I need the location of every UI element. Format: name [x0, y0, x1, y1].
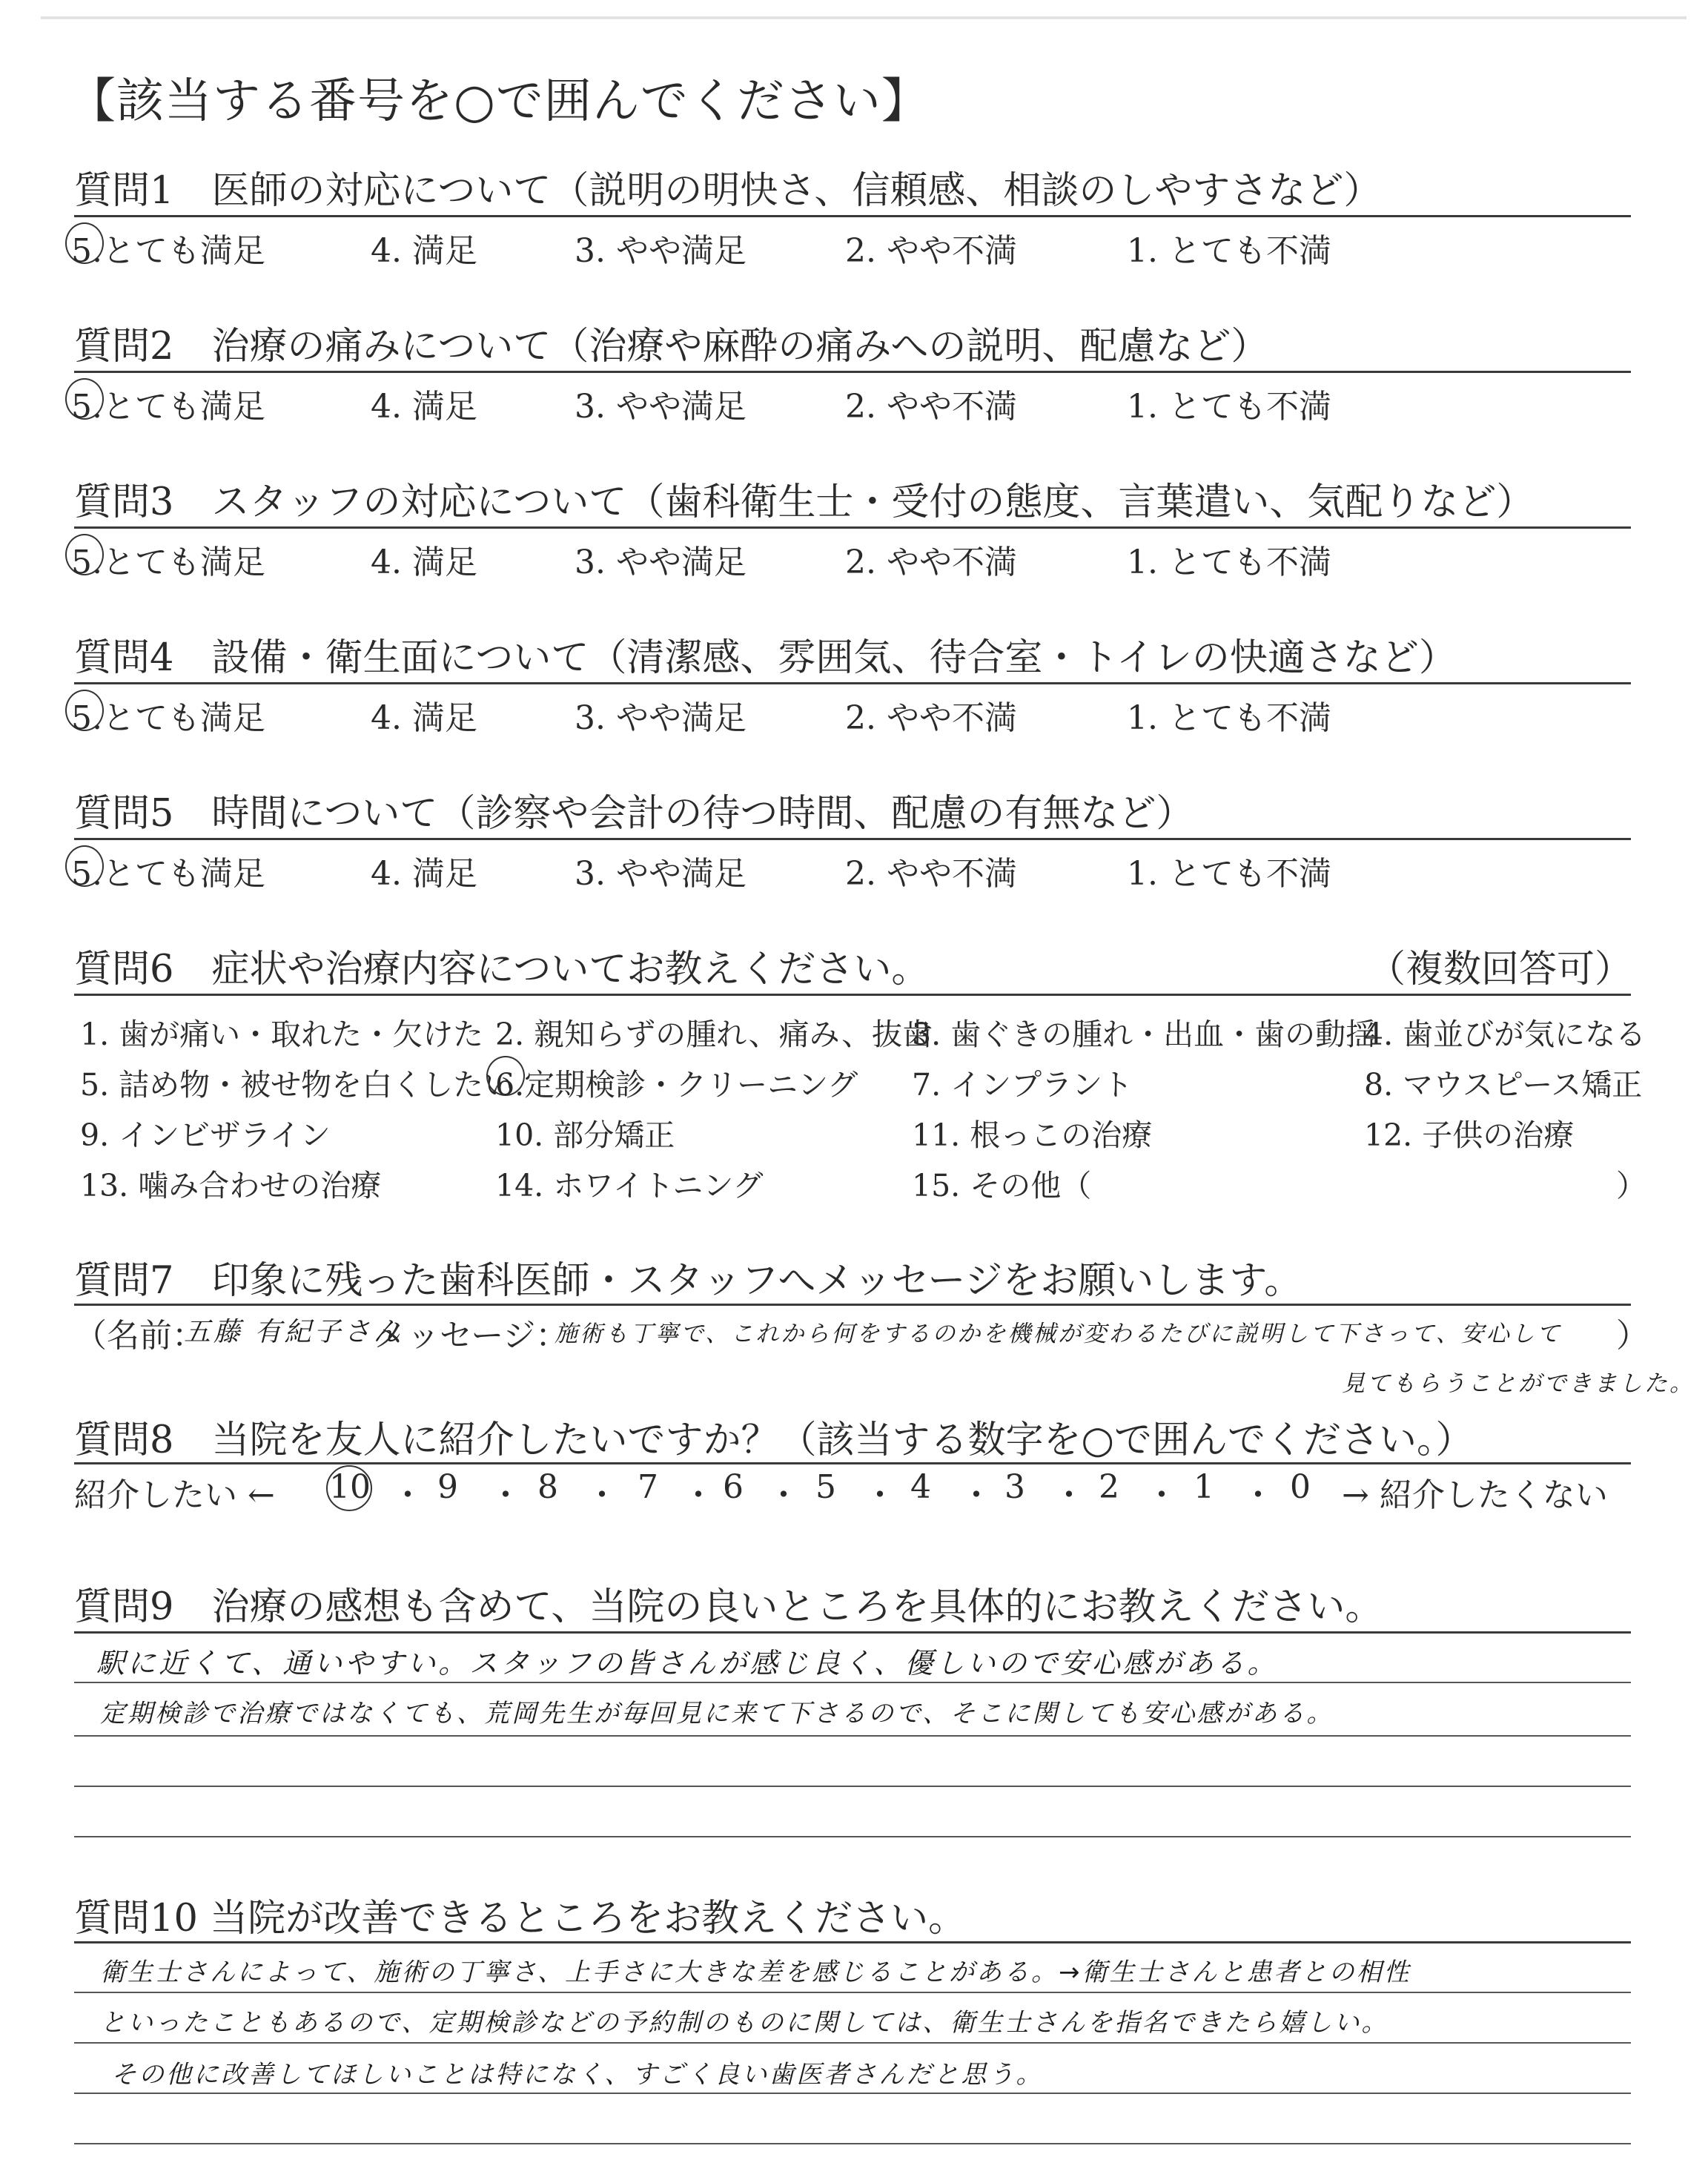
- scale-separator: ・: [864, 1476, 896, 1514]
- scale-7[interactable]: 7: [638, 1468, 658, 1506]
- symptom-11[interactable]: 11. 根っこの治療: [912, 1117, 1153, 1153]
- question-title: 質問8 当院を友人に紹介したいですか？（該当する数字を○で囲んでください。）: [74, 1418, 1474, 1462]
- option-2[interactable]: 2. やや不満: [845, 232, 1017, 270]
- question-rule: [74, 1462, 1631, 1464]
- answer-line-3[interactable]: その他に改善してほしいことは特になく、すごく良い歯医者さんだと思う。: [111, 2060, 1044, 2090]
- scale-separator: ・: [586, 1476, 618, 1514]
- question-rule: [74, 994, 1631, 996]
- symptom-3[interactable]: 3. 歯ぐきの腫れ・出血・歯の動揺: [912, 1017, 1377, 1052]
- answer-line: [74, 1631, 1631, 1634]
- option-2[interactable]: 2. やや不満: [845, 544, 1017, 581]
- answer-line: [74, 2143, 1631, 2144]
- option-3[interactable]: 3. やや満足: [575, 388, 747, 426]
- answer-line: [74, 1786, 1631, 1787]
- option-2[interactable]: 2. やや不満: [845, 699, 1017, 737]
- message-close-paren: ）: [1616, 1317, 1649, 1355]
- symptom-9[interactable]: 9. インビザライン: [80, 1117, 331, 1153]
- scale-0[interactable]: 0: [1290, 1468, 1311, 1506]
- option-5[interactable]: 5.とても満足: [71, 232, 265, 270]
- question-title: 質問4 設備・衛生面について（清潔感、雰囲気、待合室・トイレの快適さなど）: [74, 636, 1457, 680]
- option-3[interactable]: 3. やや満足: [575, 699, 747, 737]
- recommend-left-label: 紹介したい ←: [74, 1476, 275, 1514]
- question-rule: [74, 682, 1631, 684]
- scale-separator: ・: [767, 1476, 800, 1514]
- symptom-6[interactable]: 6.定期検診・クリーニング: [495, 1067, 858, 1103]
- name-value[interactable]: 五藤 有紀子さん: [184, 1317, 403, 1347]
- message-line-2[interactable]: 見てもらうことができました。: [1342, 1370, 1695, 1397]
- option-3[interactable]: 3. やや満足: [575, 855, 747, 893]
- answer-line-2[interactable]: といったこともあるので、定期検診などの予約制のものに関しては、衛生士さんを指名できたら嬉しい。: [100, 2008, 1389, 2038]
- option-4[interactable]: 4. 満足: [371, 388, 477, 426]
- scale-2[interactable]: 2: [1099, 1468, 1119, 1506]
- symptom-7[interactable]: 7. インプラント: [912, 1067, 1133, 1103]
- answer-line-1[interactable]: 駅に近くて、通いやすい。スタッフの皆さんが感じ良く、優しいので安心感がある。: [96, 1647, 1279, 1680]
- option-1[interactable]: 1. とても不満: [1127, 855, 1331, 893]
- symptom-14[interactable]: 14. ホワイトニング: [495, 1168, 764, 1203]
- answer-line: [74, 2042, 1631, 2044]
- answer-line: [74, 2093, 1631, 2094]
- option-3[interactable]: 3. やや満足: [575, 232, 747, 270]
- option-1[interactable]: 1. とても不満: [1127, 388, 1331, 426]
- scale-separator: ・: [1145, 1476, 1178, 1514]
- name-label: （名前：: [74, 1317, 205, 1355]
- symptom-4[interactable]: 4. 歯並びが気になる: [1364, 1017, 1646, 1052]
- question-rule: [74, 838, 1631, 840]
- question-title: 質問6 症状や治療内容についてお教えください。: [74, 948, 930, 991]
- scale-3[interactable]: 3: [1004, 1468, 1025, 1506]
- question-title: 質問2 治療の痛みについて（治療や麻酔の痛みへの説明、配慮など）: [74, 325, 1269, 369]
- scale-separator: ・: [960, 1476, 993, 1514]
- symptom-5[interactable]: 5. 詰め物・被せ物を白くしたい: [80, 1067, 514, 1103]
- answer-line-2[interactable]: 定期検診で治療ではなくても、荒岡先生が毎回見に来て下さるので、そこに関しても安心感がある。: [100, 1699, 1334, 1728]
- question-rule: [74, 1304, 1631, 1306]
- symptom-1[interactable]: 1. 歯が痛い・取れた・欠けた: [80, 1017, 484, 1052]
- scale-4[interactable]: 4: [910, 1468, 931, 1506]
- option-2[interactable]: 2. やや不満: [845, 388, 1017, 426]
- message-line-1[interactable]: 施術も丁寧で、これから何をするのかを機械が変わるたびに説明して下さって、安心して: [555, 1321, 1562, 1347]
- option-4[interactable]: 4. 満足: [371, 855, 477, 893]
- answer-line: [74, 1682, 1631, 1683]
- symptom-13[interactable]: 13. 噛み合わせの治療: [80, 1168, 382, 1203]
- option-5[interactable]: 5.とても満足: [71, 544, 265, 581]
- message-label: メッセージ：: [374, 1317, 569, 1355]
- page-title: 【該当する番号を○で囲んでください】: [68, 74, 930, 129]
- option-1[interactable]: 1. とても不満: [1127, 232, 1331, 270]
- question-title: 質問5 時間について（診察や会計の待つ時間、配慮の有無など）: [74, 792, 1194, 836]
- option-5[interactable]: 5.とても満足: [71, 388, 265, 426]
- multiple-answer-note: （複数回答可）: [1368, 948, 1633, 991]
- option-1[interactable]: 1. とても不満: [1127, 544, 1331, 581]
- symptom-10[interactable]: 10. 部分矯正: [495, 1117, 675, 1153]
- question-title: 質問10 当院が改善できるところをお教えください。: [74, 1897, 967, 1941]
- answer-line: [74, 1836, 1631, 1837]
- scale-separator: ・: [1242, 1476, 1274, 1514]
- scale-separator: ・: [682, 1476, 715, 1514]
- symptom-15[interactable]: 15. その他（: [912, 1168, 1092, 1203]
- option-4[interactable]: 4. 満足: [371, 544, 477, 581]
- scale-separator: ・: [1053, 1476, 1085, 1514]
- answer-line: [74, 1941, 1631, 1943]
- scale-5[interactable]: 5: [815, 1468, 836, 1506]
- recommend-right-label: → 紹介したくない: [1342, 1476, 1608, 1514]
- scale-1[interactable]: 1: [1194, 1468, 1214, 1506]
- option-5[interactable]: 5.とても満足: [71, 699, 265, 737]
- symptom-2[interactable]: 2. 親知らずの腫れ、痛み、抜歯: [495, 1017, 933, 1052]
- other-close-paren: ）: [1616, 1168, 1646, 1203]
- symptom-8[interactable]: 8. マウスピース矯正: [1364, 1067, 1643, 1103]
- option-5[interactable]: 5.とても満足: [71, 855, 265, 893]
- scale-separator: ・: [391, 1476, 424, 1514]
- scale-8[interactable]: 8: [537, 1468, 558, 1506]
- answer-line: [74, 1992, 1631, 1993]
- scale-separator: ・: [489, 1476, 522, 1514]
- symptom-12[interactable]: 12. 子供の治療: [1364, 1117, 1575, 1153]
- option-4[interactable]: 4. 満足: [371, 232, 477, 270]
- scale-6[interactable]: 6: [723, 1468, 744, 1506]
- answer-line-1[interactable]: 衛生士さんによって、施術の丁寧さ、上手さに大きな差を感じることがある。→衛生士さんと患者との相性: [100, 1958, 1411, 1987]
- top-border: [41, 16, 1687, 19]
- question-rule: [74, 526, 1631, 529]
- question-rule: [74, 215, 1631, 217]
- question-title: 質問7 印象に残った歯科医師・スタッフへメッセージをお願いします。: [74, 1259, 1302, 1303]
- option-1[interactable]: 1. とても不満: [1127, 699, 1331, 737]
- question-title: 質問9 治療の感想も含めて、当院の良いところを具体的にお教えください。: [74, 1585, 1383, 1629]
- question-title: 質問3 スタッフの対応について（歯科衛生士・受付の態度、言葉遣い、気配りなど）: [74, 480, 1535, 524]
- scale-10[interactable]: 10: [329, 1468, 371, 1506]
- option-2[interactable]: 2. やや不満: [845, 855, 1017, 893]
- scale-9[interactable]: 9: [437, 1468, 458, 1506]
- answer-line: [74, 1735, 1631, 1737]
- option-4[interactable]: 4. 満足: [371, 699, 477, 737]
- question-title: 質問1 医師の対応について（説明の明快さ、信頼感、相談のしやすさなど）: [74, 169, 1382, 213]
- option-3[interactable]: 3. やや満足: [575, 544, 747, 581]
- question-rule: [74, 371, 1631, 373]
